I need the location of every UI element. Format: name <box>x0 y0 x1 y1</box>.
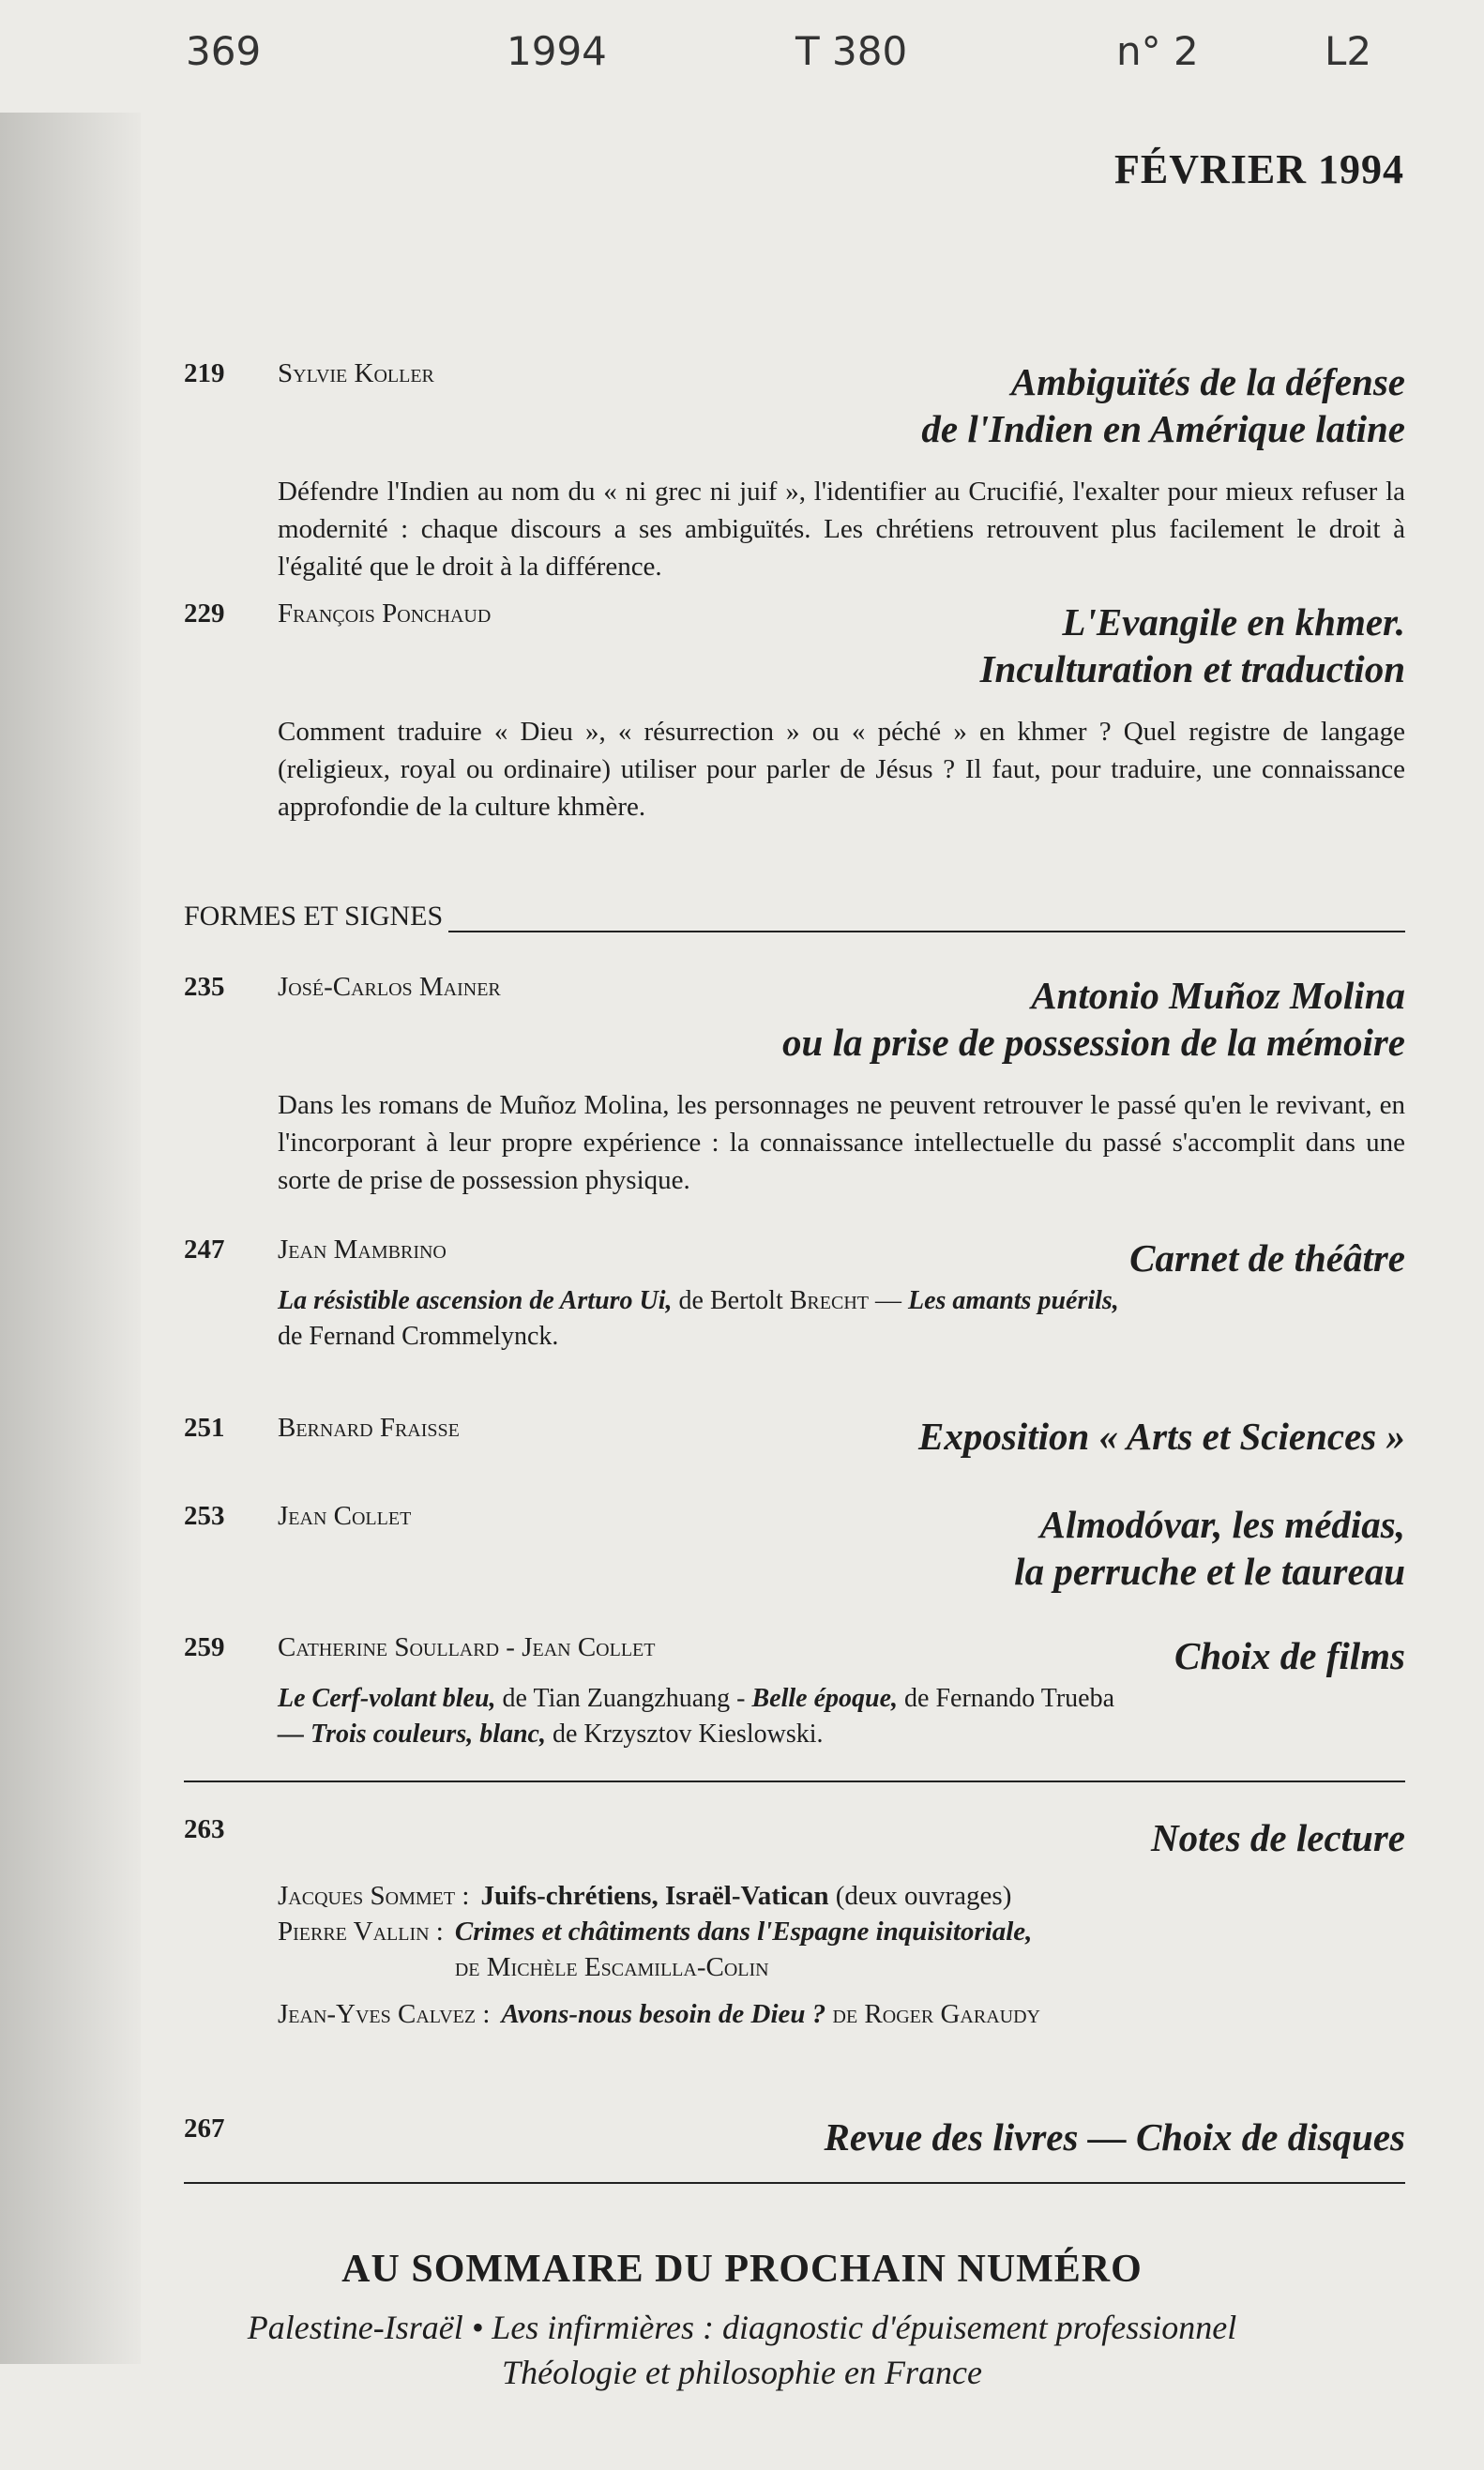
article-entry <box>184 599 1405 826</box>
issue-date: FÉVRIER 1994 <box>1113 146 1404 192</box>
sub-text: de Fernando Trueba <box>898 1684 1115 1713</box>
work-title: — Trois couleurs, blanc, <box>278 1720 546 1749</box>
section-heading-text: FORMES ET SIGNES <box>184 901 444 932</box>
article-subtitle <box>184 1681 1405 1752</box>
next-issue-line: Palestine-Israël • Les infirmières : diagnostic d'épuisement professionnel <box>247 2309 1237 2346</box>
work-title: Belle époque, <box>751 1684 899 1713</box>
page-number: 253 <box>184 1501 225 1531</box>
reviewer: Pierre Vallin : <box>278 1917 444 1947</box>
book-note: de Michèle Escamilla-Colin <box>454 1952 769 1982</box>
list-item <box>278 1996 1405 2032</box>
divider <box>184 1781 1405 1782</box>
sub-text: de Krzysztov Kieslowski. <box>546 1720 824 1749</box>
article-entry <box>184 1235 1405 1355</box>
title-line: Exposition « Arts et Sciences » <box>918 1415 1405 1458</box>
article-entry <box>184 1501 1405 1595</box>
title-line: Choix de films <box>1174 1634 1405 1677</box>
book-title: Juifs-chrétiens, Israël-Vatican <box>480 1881 829 1911</box>
article-abstract: Défendre l'Indien au nom du « ni grec ni juif », l'identifier au Crucifié, l'exalter pour mieux refuser la modernité : chaque discours a ses ambiguïtés. Les chrétiens retrouvent plus facilement le droit à l'égalité que le droit à la différence. <box>278 477 1405 582</box>
sub-text: de Tian Zuangzhuang - <box>495 1684 752 1713</box>
sub-text: de Bertolt <box>672 1286 790 1315</box>
article-entry <box>184 972 1405 1199</box>
title-line: ou la prise de possession de la mémoire <box>782 1021 1405 1064</box>
page-number: 259 <box>184 1632 225 1662</box>
author: José-Carlos Mainer <box>278 972 501 1002</box>
page-number: 251 <box>184 1413 225 1443</box>
handwritten-note-5: L2 <box>1325 28 1372 74</box>
page-number: 229 <box>184 599 225 629</box>
list-item <box>278 1878 1405 1914</box>
author: Catherine Soullard - Jean Collet <box>278 1632 656 1662</box>
book-note: (deux ouvrages) <box>828 1881 1012 1911</box>
title-line: Inculturation et traduction <box>979 647 1405 690</box>
article-subtitle <box>184 1283 1405 1355</box>
page-number: 235 <box>184 972 225 1002</box>
notes-list <box>278 1878 1405 2032</box>
title-line: de l'Indien en Amérique latine <box>921 407 1405 450</box>
author: Jean Mambrino <box>278 1235 447 1265</box>
page-number: 267 <box>184 2114 225 2144</box>
article-entry <box>184 1632 1405 1752</box>
reviews-entry <box>184 2114 1405 2160</box>
work-title: Le Cerf-volant bleu, <box>278 1684 496 1713</box>
title-line: Ambiguïtés de la défense <box>1010 360 1405 403</box>
article-entry <box>184 358 1405 585</box>
title-line: L'Evangile en khmer. <box>1062 600 1405 644</box>
title-line: Carnet de théâtre <box>1129 1236 1405 1280</box>
page-number: 263 <box>184 1814 225 1844</box>
book-title: Crimes et châtiments dans l'Espagne inquisitoriale, <box>454 1917 1033 1947</box>
work-title: La résistible ascension de Arturo Ui, <box>278 1286 673 1315</box>
title-line: Antonio Muñoz Molina <box>1031 974 1405 1017</box>
list-item <box>278 1914 1405 1985</box>
book-note: de Roger Garaudy <box>825 1999 1040 2029</box>
handwritten-note-3: T 380 <box>795 28 908 74</box>
author: Sylvie Koller <box>278 358 434 388</box>
section-heading <box>184 901 1405 932</box>
section-rule <box>448 902 1405 932</box>
handwritten-note-1: 369 <box>186 28 262 74</box>
notes-title: Notes de lecture <box>1151 1816 1405 1859</box>
article-abstract: Comment traduire « Dieu », « résurrection » ou « péché » en khmer ? Quel registre de langage (religieux, royal ou ordinaire) utiliser pour parler de Jésus ? Il faut, pour traduire, une connaissance approfondie de la culture khmère. <box>278 717 1405 822</box>
page-number: 219 <box>184 358 225 388</box>
sub-author: Brecht <box>789 1286 869 1315</box>
divider <box>184 2182 1405 2184</box>
sub-text: de Fernand Crommelynck. <box>278 1322 559 1351</box>
author: Bernard Fraisse <box>278 1413 460 1443</box>
reviewer: Jean-Yves Calvez : <box>278 1999 491 2029</box>
handwritten-note-2: 1994 <box>507 28 607 74</box>
reviews-title: Revue des livres — Choix de disques <box>824 2115 1405 2159</box>
reviewer: Jacques Sommet : <box>278 1881 470 1911</box>
next-issue-line: Théologie et philosophie en France <box>502 2354 982 2391</box>
bleed-through-shadow <box>0 113 141 2364</box>
article-entry <box>184 1413 1405 1460</box>
title-line: la perruche et le taureau <box>1014 1550 1405 1593</box>
page-number: 247 <box>184 1235 225 1265</box>
article-abstract: Dans les romans de Muñoz Molina, les personnages ne peuvent retrouver le passé qu'en le revivant, en l'incorporant à leur propre expérience : la connaissance intellectuelle du passé s'accomplit dans une sorte de prise de possession physique. <box>278 1090 1405 1195</box>
notes-entry <box>184 1814 1405 1861</box>
author: François Ponchaud <box>278 599 492 629</box>
handwritten-note-4: n° 2 <box>1116 28 1199 74</box>
book-title: Avons-nous besoin de Dieu ? <box>501 1999 826 2029</box>
work-title: Les amants puérils, <box>907 1286 1119 1315</box>
sub-text: — <box>868 1286 908 1315</box>
author: Jean Collet <box>278 1501 412 1531</box>
next-issue-heading: AU SOMMAIRE DU PROCHAIN NUMÉRO <box>341 2248 1143 2291</box>
title-line: Almodóvar, les médias, <box>1039 1503 1405 1546</box>
